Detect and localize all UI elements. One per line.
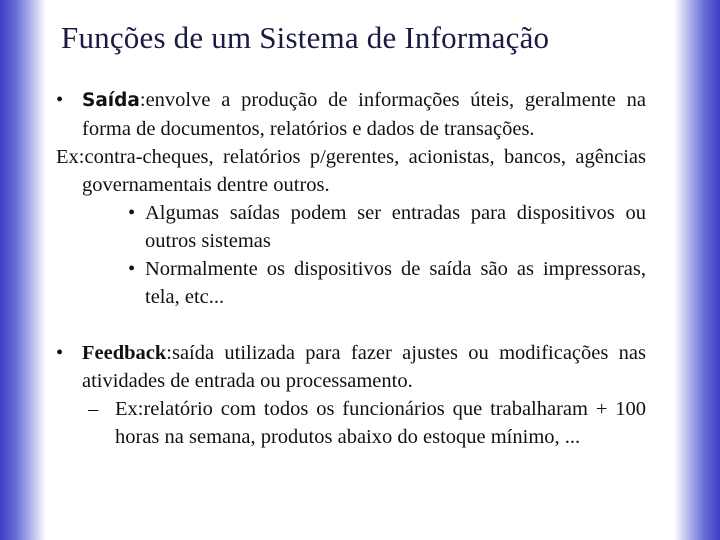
bullet-saida [56,86,646,143]
spacer [56,311,646,339]
dash-icon: – [88,398,99,420]
feedback-description: :saída utilizada para fazer ajustes ou modificações nas atividades de entrada ou processamento. [82,342,646,392]
example-text: Ex:contra-cheques, relatórios p/gerentes, acionistas, bancos, agências governamentais dentre outros. [56,146,646,196]
term-saida: Saída [82,90,140,111]
bullet-icon: • [56,342,64,364]
bullet-icon: • [56,89,64,111]
sub-bullet-dispositivos [56,255,646,311]
sub-bullet-text: Normalmente os dispositivos de saída são as impressoras, tela, etc... [145,258,646,308]
sub-bullet-text: Ex:relatório com todos os funcionários que trabalharam + 100 horas na semana, produtos abaixo do estoque mínimo, ... [115,398,646,448]
sub-bullet-exemplo-feedback [56,395,646,451]
term-feedback: Feedback [82,342,167,364]
bullet-feedback [56,339,646,395]
slide-body [56,86,646,451]
bullet-icon: • [128,202,136,224]
sub-bullet-entradas [56,199,646,255]
slide-title: Funções de um Sistema de Informação [61,20,550,55]
slide-right-gradient-border [674,0,720,540]
saida-description: :envolve a produção de informações úteis, geralmente na forma de documentos, relatórios e dados de transações. [82,89,646,140]
sub-bullet-text: Algumas saídas podem ser entradas para dispositivos ou outros sistemas [145,202,646,252]
slide-left-gradient-border [0,0,46,540]
bullet-icon: • [128,258,136,280]
